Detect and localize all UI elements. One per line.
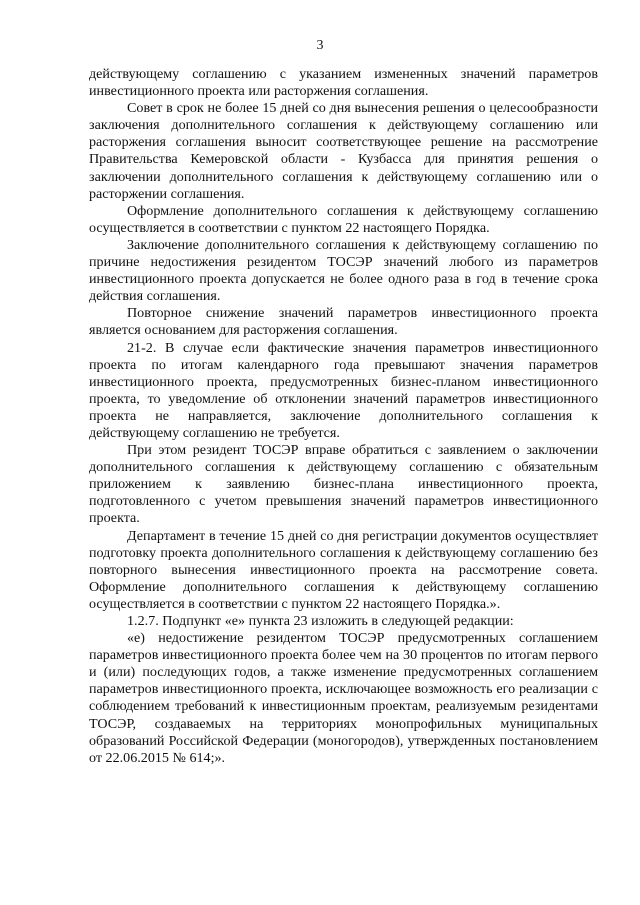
paragraph-2: Совет в срок не более 15 дней со дня вынесения решения о целесообразности заключения дополнительного соглашения к действующему соглашению или расторжения соглашения выносит соответствующее решение на рассмотрение Правительства Кемеровской области - Кузбасса для принятия решения о заключении дополнительного соглашения к действующему соглашению или о расторжении соглашения.	[89, 100, 598, 202]
paragraph-7: При этом резидент ТОСЭР вправе обратиться с заявлением о заключении дополнительного соглашения к действующему соглашению с обязательным приложением к заявлению бизнес-плана инвестиционного проекта, подготовленного с учетом превышения значений параметров инвестиционного проекта.	[89, 442, 598, 527]
paragraph-5: Повторное снижение значений параметров инвестиционного проекта является основанием для расторжения соглашения.	[89, 305, 598, 339]
paragraph-10: «е) недостижение резидентом ТОСЭР предусмотренных соглашением параметров инвестиционного проекта более чем на 30 процентов по итогам первого и (или) последующих годов, а также изменение предусмотренных соглашением параметров инвестиционного проекта, исключающее возможность его реализации с соблюдением требований к инвестиционным проектам, реализуемым резидентами ТОСЭР, создаваемых на территориях монопрофильных муниципальных образований Российской Федерации (моногородов), утвержденных постановлением от 22.06.2015 № 614;».	[89, 630, 598, 766]
paragraph-6: 21-2. В случае если фактические значения параметров инвестиционного проекта по итогам календарного года превышают значения параметров инвестиционного проекта, предусмотренных бизнес-планом инвестиционного проекта, то уведомление об отклонении значений параметров инвестиционного проекта не направляется, заключение дополнительного соглашения к действующему соглашению не требуется.	[89, 339, 598, 441]
paragraph-3: Оформление дополнительного соглашения к действующему соглашению осуществляется в соответствии с пунктом 22 настоящего Порядка.	[89, 202, 598, 236]
document-body	[89, 66, 598, 767]
paragraph-8: Департамент в течение 15 дней со дня регистрации документов осуществляет подготовку проекта дополнительного соглашения к действующему соглашению без повторного вынесения инвестиционного проекта на рассмотрение совета. Оформление дополнительного соглашения к действующему соглашению осуществляется в соответствии с пунктом 22 настоящего Порядка.».	[89, 527, 598, 612]
paragraph-9: 1.2.7. Подпункт «е» пункта 23 изложить в следующей редакции:	[127, 613, 514, 629]
paragraph-1: действующему соглашению с указанием измененных значений параметров инвестиционного проекта или расторжения соглашения.	[89, 66, 598, 100]
page-number: 3	[316, 38, 324, 53]
paragraph-4: Заключение дополнительного соглашения к действующему соглашению по причине недостижения резидентом ТОСЭР значений любого из параметров инвестиционного проекта допускается не более одного раза в год в течение срока действия соглашения.	[89, 236, 598, 305]
